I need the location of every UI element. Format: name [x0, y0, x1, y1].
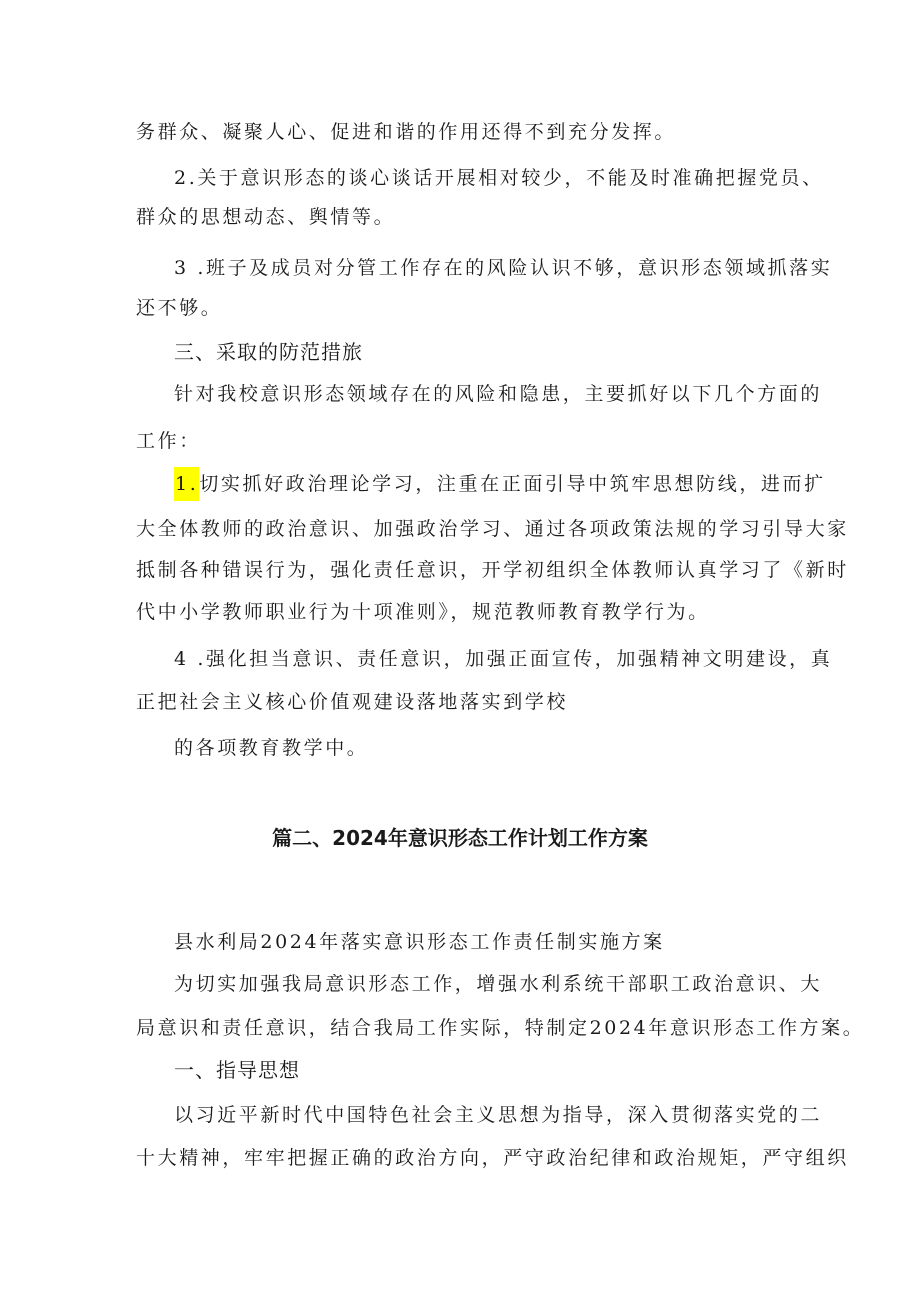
paragraph-line: 针对我校意识形态领域存在的风险和隐患，主要抓好以下几个方面的: [174, 383, 823, 405]
paragraph-line: 局意识和责任意识，结合我局工作实际，特制定2024年意识形态工作方案。: [136, 1017, 865, 1039]
paragraph-line: 还不够。: [136, 297, 223, 319]
section-heading-1: 一、指导思想: [174, 1058, 300, 1082]
paragraph-line: 以习近平新时代中国特色社会主义思想为指导，深入贯彻落实党的二: [174, 1104, 823, 1126]
highlighted-list-marker: 1.: [174, 467, 199, 501]
paragraph-line: 代中小学教师职业行为十项准则》，规范教师教育教学行为。: [136, 601, 710, 623]
paragraph-text: 切实抓好政治理论学习，注重在正面引导中筑牢思想防线，进而扩: [199, 473, 826, 495]
paragraph-line: 县水利局2024年落实意识形态工作责任制实施方案: [174, 931, 665, 953]
section-heading-3: 三、采取的防范措旅: [174, 340, 363, 364]
paragraph-line: 群众的思想动态、舆情等。: [136, 206, 396, 228]
paragraph-line: 正把社会主义核心价值观建设落地落实到学校: [136, 691, 569, 713]
paragraph-line: [174, 470, 826, 498]
section-title: 篇二、2024年意识形态工作计划工作方案: [272, 826, 648, 850]
paragraph-line: 务群众、凝聚人心、促进和谐的作用还得不到充分发挥。: [136, 121, 677, 143]
paragraph-line: 的各项教育教学中。: [174, 737, 369, 759]
paragraph-line: 3 .班子及成员对分管工作存在的风险认识不够，意识形态领域抓落实: [174, 257, 833, 279]
paragraph-line: 工作：: [136, 430, 201, 452]
paragraph-line: 2.关于意识形态的谈心谈话开展相对较少，不能及时准确把握党员、: [174, 167, 824, 189]
paragraph-line: 抵制各种错误行为，强化责任意识，开学初组织全体教师认真学习了《新时: [136, 559, 849, 581]
paragraph-line: 大全体教师的政治意识、加强政治学习、通过各项政策法规的学习引导大家: [136, 518, 849, 540]
paragraph-line: 十大精神，牢牢把握正确的政治方向，严守政治纪律和政治规矩，严守组织: [136, 1147, 849, 1169]
paragraph-line: 为切实加强我局意识形态工作，增强水利系统干部职工政治意识、大: [174, 973, 823, 995]
paragraph-line: 4 .强化担当意识、责任意识，加强正面宣传，加强精神文明建设，真: [174, 648, 833, 670]
